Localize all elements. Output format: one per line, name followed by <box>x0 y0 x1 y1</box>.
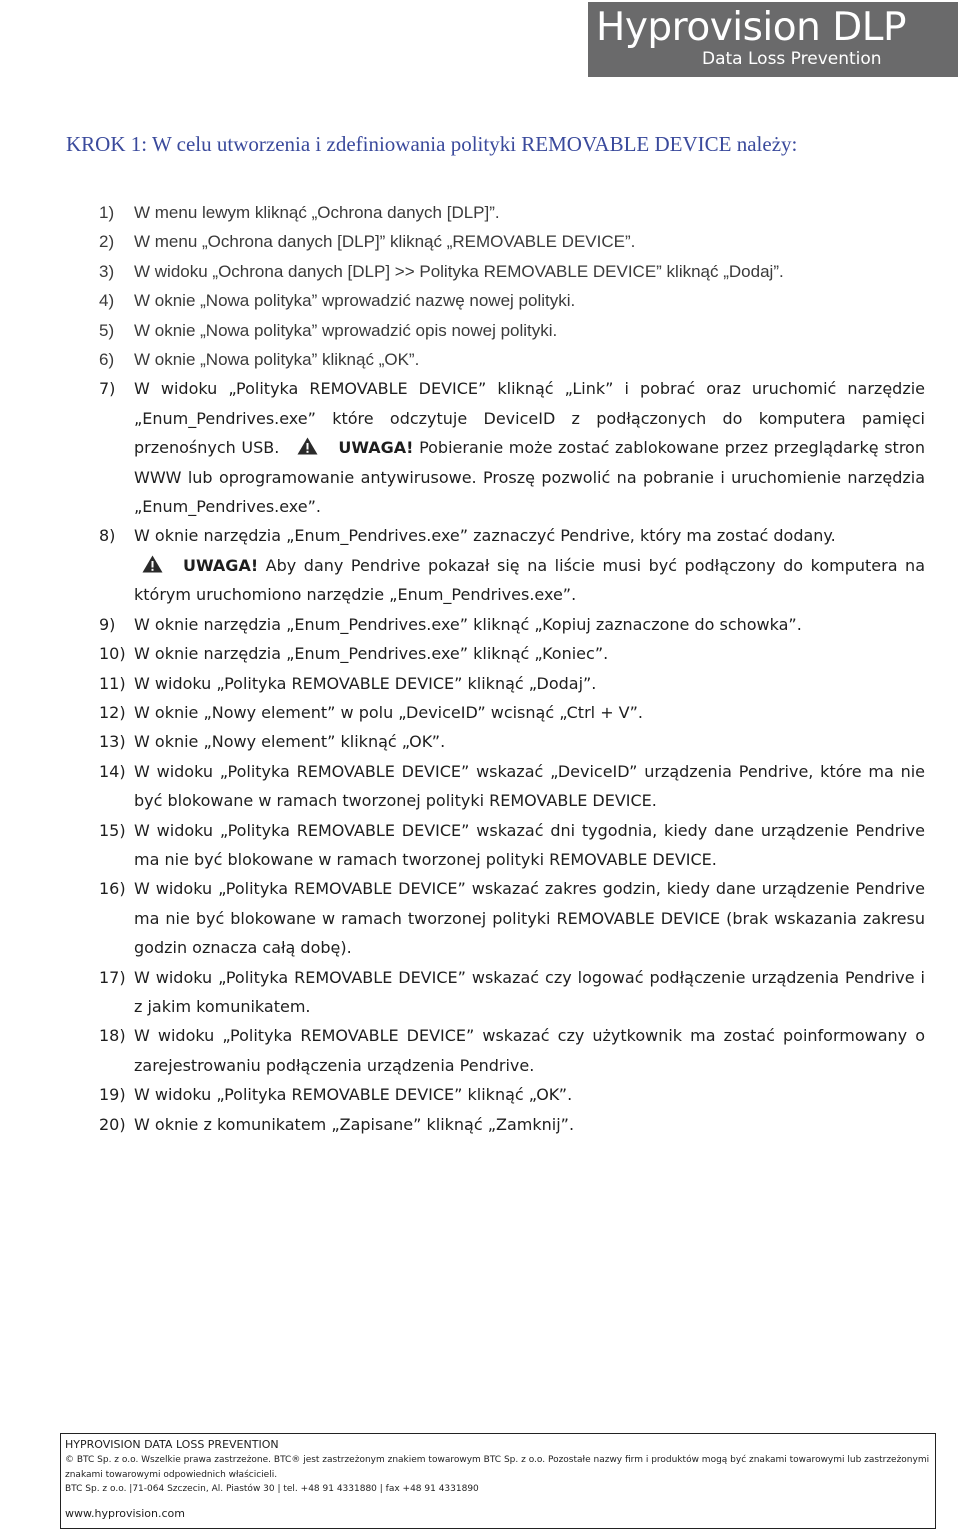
step-text: W widoku „Polityka REMOVABLE DEVICE” wskazać czy użytkownik ma zostać poinformowany o zarejestrowaniu podłączenia urządzenia Pendrive. <box>134 1026 925 1075</box>
warning-label: UWAGA! <box>338 438 414 458</box>
step-number: 10) <box>99 644 126 664</box>
step-text: W oknie narzędzia „Enum_Pendrives.exe” zaznaczyć Pendrive, który ma zostać dodany. <box>134 526 836 546</box>
step-text: W menu „Ochrona danych [DLP]” kliknąć „REMOVABLE DEVICE”. <box>134 232 636 252</box>
step-text: W widoku „Polityka REMOVABLE DEVICE” kliknąć „Link” i pobrać oraz uruchomić narzędzie „Enum_Pendrives.exe” które odczytuje DeviceID z podłączonych do komputera pamięci przenośnych USB. <box>134 379 925 458</box>
step-text: W widoku „Polityka REMOVABLE DEVICE” wskazać dni tygodnia, kiedy dane urządzenie Pendrive ma nie być blokowane w ramach tworzonej polityki REMOVABLE DEVICE. <box>134 820 925 869</box>
step-number: 5) <box>99 320 115 340</box>
step-number: 1) <box>99 203 115 222</box>
step-number: 3) <box>99 261 115 281</box>
step-number: 15) <box>99 820 126 840</box>
warning-icon <box>297 437 318 455</box>
page-footer <box>60 1433 936 1529</box>
list-item <box>99 257 925 286</box>
step-number: 18) <box>99 1026 126 1046</box>
footer-title: HYPROVISION DATA LOSS PREVENTION <box>65 1438 279 1451</box>
list-item <box>99 610 925 639</box>
step-text: W menu lewym kliknąć „Ochrona danych [DLP]”. <box>134 203 500 222</box>
list-item <box>99 227 925 256</box>
step-text: W widoku „Ochrona danych [DLP] >> Polityka REMOVABLE DEVICE” kliknąć „Dodaj”. <box>134 261 784 281</box>
step-number: 13) <box>99 732 126 752</box>
warning-icon <box>142 555 163 573</box>
step-number: 4) <box>99 291 115 311</box>
step-text: W oknie narzędzia „Enum_Pendrives.exe” kliknąć „Kopiuj zaznaczone do schowka”. <box>134 614 802 634</box>
hyprovision-logo <box>588 2 958 77</box>
list-item <box>99 286 925 315</box>
step-number: 7) <box>99 379 116 399</box>
list-item <box>99 698 925 727</box>
step-number: 6) <box>99 350 115 370</box>
list-item <box>99 198 925 227</box>
warning-text: Aby dany Pendrive pokazał się na liście musi być podłączony do komputera na którym uruchomiono narzędzie „Enum_Pendrives.exe”. <box>134 555 925 605</box>
step-number: 8) <box>99 526 116 546</box>
step-text: W oknie „Nowy element” w polu „DeviceID” wcisnąć „Ctrl + V”. <box>134 702 643 722</box>
steps-list <box>99 198 925 1139</box>
step-number: 14) <box>99 761 126 781</box>
list-item <box>99 816 925 875</box>
step-number: 2) <box>99 232 115 252</box>
list-item <box>99 316 925 345</box>
list-item <box>99 963 925 1022</box>
step-text: W oknie narzędzia „Enum_Pendrives.exe” kliknąć „Koniec”. <box>134 644 609 664</box>
step-number: 9) <box>99 614 116 634</box>
logo-subtitle: Data Loss Prevention <box>702 49 882 69</box>
step-text: W widoku „Polityka REMOVABLE DEVICE” wskazać „DeviceID” urządzenia Pendrive, które ma nie być blokowane w ramach tworzonej polityki REMOVABLE DEVICE. <box>134 761 925 811</box>
step-text: W widoku „Polityka REMOVABLE DEVICE” wskazać zakres godzin, kiedy dane urządzenie Pendrive ma nie być blokowane w ramach tworzonej polityki REMOVABLE DEVICE (brak wskazania zakresu godzin oznacza całą dobę). <box>134 879 925 958</box>
step-text: W oknie „Nowa polityka” wprowadzić nazwę nowej polityki. <box>134 291 576 311</box>
list-item <box>99 374 925 521</box>
logo-title: Hyprovision DLP <box>596 5 907 50</box>
step-number: 20) <box>99 1114 126 1134</box>
list-item <box>99 345 925 374</box>
footer-address: BTC Sp. z o.o. |71-064 Szczecin, Al. Piastów 30 | tel. +48 91 4331880 | fax +48 91 4331890 <box>65 1484 479 1494</box>
footer-copyright: © BTC Sp. z o.o. Wszelkie prawa zastrzeżone. BTC® jest zastrzeżonym znakiem towarowym BTC Sp. z o.o. Pozostałe nazwy firm i produktów mogą być znakami towarowymi lub zastrzeżonymi znakami towarowymi odpowiednich właścicieli. <box>65 1455 930 1480</box>
list-item <box>99 1110 925 1139</box>
step-number: 16) <box>99 879 126 899</box>
list-item <box>99 1021 925 1080</box>
step-number: 19) <box>99 1085 126 1105</box>
step-text: W oknie „Nowa polityka” wprowadzić opis nowej polityki. <box>134 320 558 340</box>
step-text: W widoku „Polityka REMOVABLE DEVICE” kliknąć „Dodaj”. <box>134 673 597 693</box>
step-number: 11) <box>99 673 126 693</box>
warning-label: UWAGA! <box>183 555 259 575</box>
warning-text: Pobieranie może zostać zablokowane przez przeglądarkę stron WWW lub oprogramowanie antywirusowe. Proszę pozwolić na pobranie i uruchomienie narzędzia „Enum_Pendrives.exe”. <box>134 438 925 517</box>
footer-website: www.hyprovision.com <box>65 1506 185 1520</box>
step-text: W widoku „Polityka REMOVABLE DEVICE” wskazać czy logować podłączenie urządzenia Pendrive i z jakim komunikatem. <box>134 967 925 1016</box>
list-item <box>99 874 925 962</box>
list-item <box>99 757 925 816</box>
list-item <box>99 521 925 609</box>
list-item <box>99 669 925 698</box>
step-text: W oknie z komunikatem „Zapisane” kliknąć „Zamknij”. <box>134 1114 575 1134</box>
list-item <box>99 639 925 668</box>
list-item <box>99 1080 925 1109</box>
step-number: 12) <box>99 702 126 722</box>
step-heading: KROK 1: W celu utworzenia i zdefiniowania polityki REMOVABLE DEVICE należy: <box>66 132 798 156</box>
list-item <box>99 727 925 756</box>
step-text: W oknie „Nowa polityka” kliknąć „OK”. <box>134 350 420 370</box>
step-text: W widoku „Polityka REMOVABLE DEVICE” kliknąć „OK”. <box>134 1085 573 1105</box>
step-text: W oknie „Nowy element” kliknąć „OK”. <box>134 732 446 752</box>
step-number: 17) <box>99 967 126 987</box>
